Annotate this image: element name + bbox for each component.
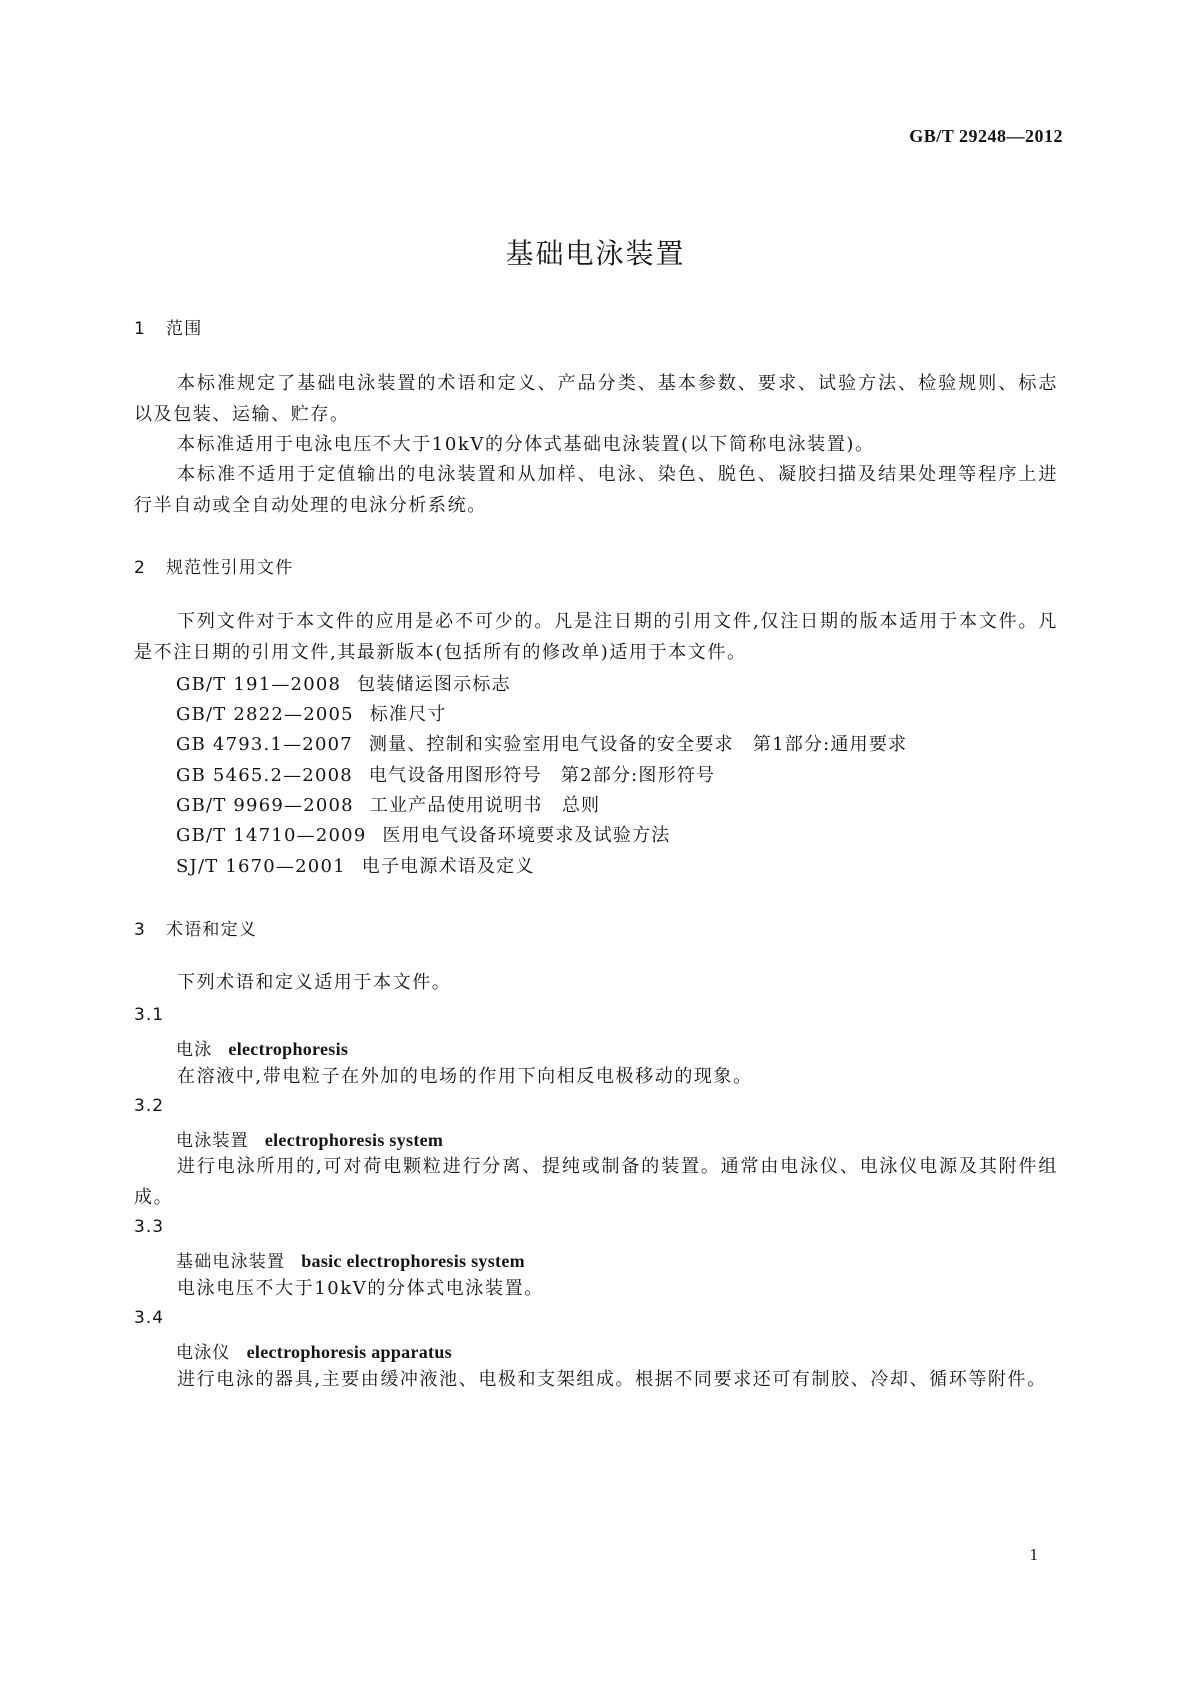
reference-title: 包装储运图示标志 (357, 674, 511, 695)
clause-number: 3.4 (134, 1308, 165, 1328)
term-heading (176, 1247, 525, 1272)
standard-code: GB/T 29248—2012 (909, 126, 1063, 146)
term-en: basic electrophoresis system (301, 1251, 525, 1271)
reference-code: GB/T 9969—2008 (176, 795, 354, 816)
reference-code: GB/T 2822—2005 (176, 704, 354, 725)
term-en: electrophoresis system (264, 1130, 444, 1150)
document-title: 基础电泳装置 (505, 237, 686, 270)
section-title: 范围 (166, 319, 203, 339)
page-number: 1 (1029, 1545, 1038, 1564)
term-zh: 基础电泳装置 (176, 1252, 286, 1272)
clause-number: 3.2 (134, 1096, 165, 1116)
scope-paragraph-1: 本标准规定了基础电泳装置的术语和定义、产品分类、基本参数、要求、试验方法、检验规则、标志以及包装、运输、贮存。 (134, 373, 1058, 425)
term-zh: 电泳仪 (176, 1343, 231, 1363)
section-heading-normative-references (134, 553, 293, 578)
reference-code: SJ/T 1670—2001 (176, 856, 346, 877)
reference-title: 电气设备用图形符号 第2部分:图形符号 (368, 765, 716, 786)
term-definition: 进行电泳所用的,可对荷电颗粒进行分离、提纯或制备的装置。通常由电泳仪、电泳仪电源及其附件组成。 (134, 1156, 1058, 1208)
reference-item (176, 821, 670, 847)
section-number: 2 (134, 558, 147, 578)
term-definition: 在溶液中,带电粒子在外加的电场的作用下向相反电极移动的现象。 (177, 1066, 753, 1087)
reference-title: 电子电源术语及定义 (361, 856, 535, 877)
section-title: 规范性引用文件 (166, 558, 294, 578)
terms-intro: 下列术语和定义适用于本文件。 (177, 972, 452, 993)
term-heading (176, 1126, 443, 1151)
term-en: electrophoresis (228, 1039, 349, 1059)
term-zh: 电泳装置 (176, 1131, 249, 1151)
references-intro: 下列文件对于本文件的应用是必不可少的。凡是注日期的引用文件,仅注日期的版本适用于本文件。凡是不注日期的引用文件,其最新版本(包括所有的修改单)适用于本文件。 (134, 611, 1058, 663)
reference-title: 标准尺寸 (369, 704, 447, 725)
section-title: 术语和定义 (166, 920, 257, 940)
clause-number: 3.1 (134, 1005, 165, 1025)
reference-title: 工业产品使用说明书 总则 (369, 795, 601, 816)
term-definition: 进行电泳的器具,主要由缓冲液池、电极和支架组成。根据不同要求还可有制胶、冷却、循环等附件。 (177, 1369, 1047, 1390)
scope-paragraph-2: 本标准适用于电泳电压不大于10kV的分体式基础电泳装置(以下简称电泳装置)。 (177, 434, 875, 455)
reference-item (176, 791, 600, 817)
term-en: electrophoresis apparatus (246, 1342, 452, 1362)
reference-code: GB/T 14710—2009 (176, 825, 367, 846)
section-heading-scope (134, 314, 202, 339)
reference-code: GB 4793.1—2007 (176, 734, 353, 755)
reference-item (176, 670, 511, 696)
term-definition: 电泳电压不大于10kV的分体式电泳装置。 (177, 1278, 544, 1299)
reference-title: 测量、控制和实验室用电气设备的安全要求 第1部分:通用要求 (368, 734, 908, 755)
scope-paragraph-3: 本标准不适用于定值输出的电泳装置和从加样、电泳、染色、脱色、凝胶扫描及结果处理等程序上进行半自动或全自动处理的电泳分析系统。 (134, 464, 1058, 516)
reference-item (176, 730, 907, 756)
section-heading-terms (134, 915, 257, 940)
reference-title: 医用电气设备环境要求及试验方法 (382, 825, 671, 846)
reference-item (176, 700, 447, 726)
reference-item (176, 761, 715, 787)
term-zh: 电泳 (176, 1040, 213, 1060)
clause-number: 3.3 (134, 1217, 165, 1237)
section-number: 3 (134, 920, 147, 940)
reference-item (176, 852, 535, 878)
section-number: 1 (134, 319, 147, 339)
term-heading (176, 1338, 452, 1363)
reference-code: GB 5465.2—2008 (176, 765, 353, 786)
reference-code: GB/T 191—2008 (176, 674, 342, 695)
term-heading (176, 1035, 348, 1060)
